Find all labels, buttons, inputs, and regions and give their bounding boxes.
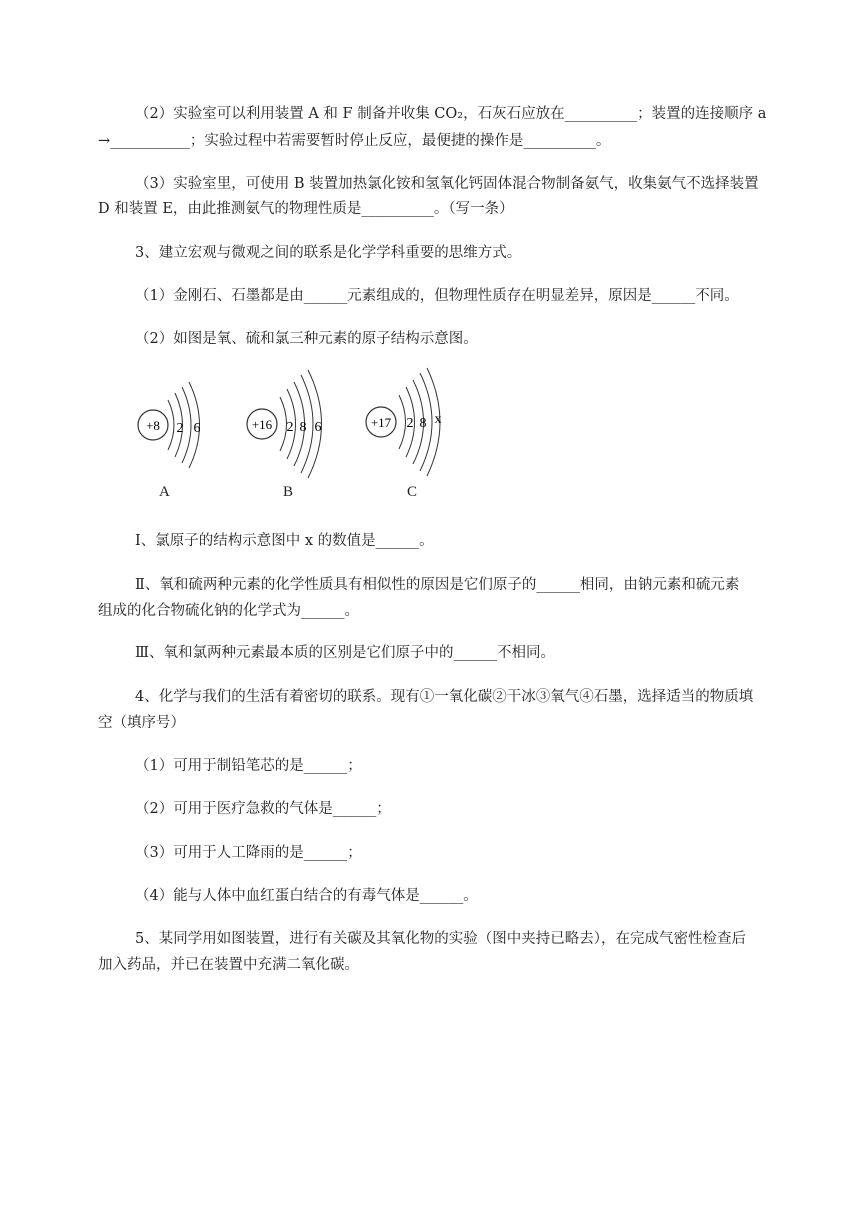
atom-c-shell-1: 2 xyxy=(406,416,414,431)
q4-item-1: （1）可用于制铅笔芯的是______； xyxy=(135,758,362,774)
q4-item-3: （3）可用于人工降雨的是______； xyxy=(135,845,362,861)
atom-b-nucleus: +16 xyxy=(251,417,273,432)
atom-c-nucleus: +17 xyxy=(370,415,392,430)
atom-b-label: B xyxy=(283,484,294,500)
q3-part1: （1）金刚石、石墨都是由______元素组成的，但物理性质存在明显差异，原因是______不同。 xyxy=(135,288,739,304)
q4-stem-line1: 4、化学与我们的生活有着密切的联系。现有①一氧化碳②干冰③氧气④石墨，选择适当的物质填 xyxy=(135,689,754,705)
q2-part3-line1: （3）实验室里，可使用 B 装置加热氯化铵和氢氧化钙固体混合物制备氨气，收集氨气不选择装置 xyxy=(135,176,759,192)
q3-sub2-line2: 组成的化合物硫化钠的化学式为______。 xyxy=(98,603,359,619)
atom-a-label: A xyxy=(159,484,170,500)
atom-b xyxy=(247,370,322,478)
atom-c-shell-3: x xyxy=(434,412,442,427)
q3-stem: 3、建立宏观与微观之间的联系是化学学科重要的思维方式。 xyxy=(135,245,522,261)
atom-b-shell-2: 8 xyxy=(299,420,307,435)
atom-a-shell-2: 6 xyxy=(193,421,201,436)
q2-part2-line2: →___________；实验过程中若需要暂时停止反应，最便捷的操作是__________。 xyxy=(98,133,611,149)
atom-a-shell-1: 2 xyxy=(176,421,184,436)
q5-stem-line1: 5、某同学用如图装置，进行有关碳及其氧化物的实验（图中夹持已略去），在完成气密性检查后 xyxy=(135,931,746,947)
q2-part3-line2: D 和装置 E，由此推测氨气的物理性质是__________。（写一条） xyxy=(98,201,514,217)
atom-a xyxy=(138,382,201,468)
q2-part2-line1: （2）实验室可以利用装置 A 和 F 制备并收集 CO₂，石灰石应放在__________；装置的连接顺序 a xyxy=(135,106,767,122)
atom-c-label: C xyxy=(407,484,418,500)
q4-stem-line2: 空（填序号） xyxy=(98,715,185,731)
atom-c-shell-2: 8 xyxy=(419,416,427,431)
q4-item-2: （2）可用于医疗急救的气体是______； xyxy=(135,801,391,817)
q3-sub3: Ⅲ、氧和氯两种元素最本质的区别是它们原子中的______不相同。 xyxy=(135,645,555,661)
q4-item-4: （4）能与人体中血红蛋白结合的有毒气体是______。 xyxy=(135,888,478,904)
atom-a-nucleus: +8 xyxy=(146,418,160,433)
atom-b-shell-3: 6 xyxy=(314,420,322,435)
q5-stem-line2: 加入药品，并已在装置中充满二氧化碳。 xyxy=(98,957,359,973)
q3-part2: （2）如图是氧、硫和氯三种元素的原子结构示意图。 xyxy=(135,331,478,347)
atom-c xyxy=(366,368,442,476)
q3-sub1: Ⅰ、氯原子的结构示意图中 x 的数值是______。 xyxy=(135,533,434,549)
atom-b-shell-1: 2 xyxy=(286,420,294,435)
q3-sub2-line1: Ⅱ、氧和硫两种元素的化学性质具有相似性的原因是它们原子的______相同，由钠元素和硫元素 xyxy=(135,577,740,593)
